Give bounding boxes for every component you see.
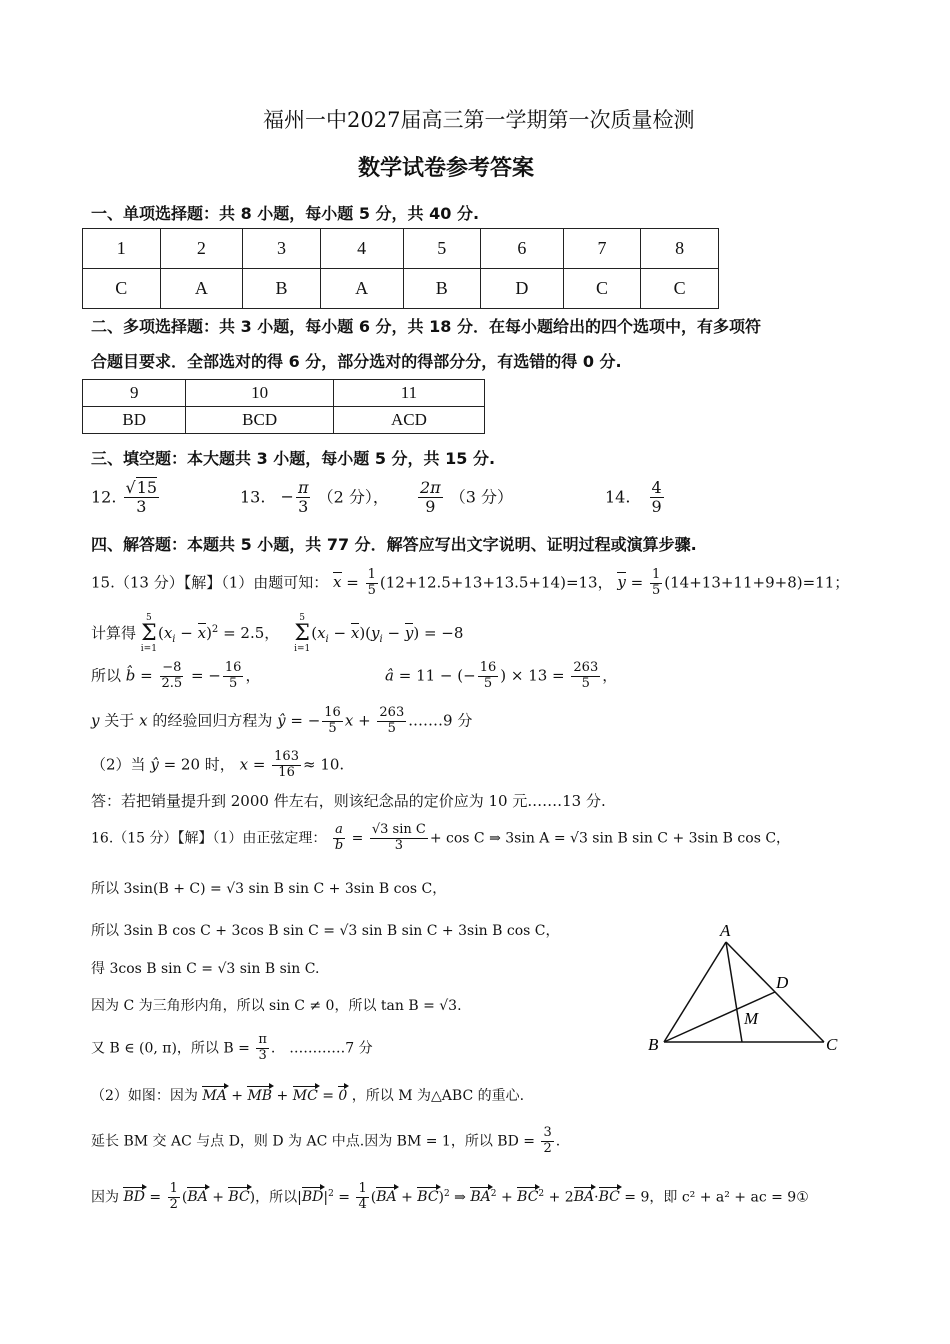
a-den: 5: [483, 675, 493, 691]
a-res-num: 263: [573, 660, 599, 675]
p15-line3b: â = 11 − (− $\frac{16}{5}$ ) × 13 = $\frac{263}{5}$ ，: [385, 660, 618, 691]
p16-l1-tail: + cos C ⇒ 3sin A = √3 sin B sin C + 3sin B cos C，: [429, 830, 791, 847]
table-cell: A: [160, 269, 243, 309]
median-bd: [664, 992, 775, 1042]
p16-line3: 所以 3sin B cos C + 3cos B sin C = √3 sin B sin C + 3sin B cos C，: [91, 923, 560, 939]
p15-sxx: = 2.5，: [223, 624, 280, 642]
p15-line3: 所以 b̂ = $\frac{-8}{2.5}$ = − $\frac{16}{5}$ ，: [91, 660, 261, 691]
table-cell: 4: [320, 229, 403, 269]
q13-number: 13.: [240, 487, 266, 507]
a-res-den: 5: [581, 675, 590, 691]
q13b-score: （3 分）: [449, 487, 514, 507]
q12-num: 15: [136, 478, 158, 497]
p15-ybar: (14+13+11+9+8)=11；: [664, 573, 850, 592]
label-m: M: [744, 1009, 759, 1028]
p15-line1: 15.（13 分）【解】（1）由题可知： x = $\frac{1}{5}$ (12+12.5+13+13.5+14)=13， y = $\frac{1}{5}$ (14+13+11+9+8)=11；: [91, 567, 850, 598]
answer-table-single: [82, 228, 719, 309]
edge-ab: [664, 942, 726, 1042]
p16-l7-pre: （2）如图：因为: [91, 1088, 198, 1104]
q13b-num: 2π: [419, 478, 441, 497]
answer-table-multi: [82, 379, 485, 434]
b-num2: 16: [224, 660, 242, 675]
p16-l6-tail: . …………7 分: [270, 1040, 373, 1057]
q14-number: 14.: [605, 487, 631, 507]
p2-den: 16: [278, 764, 295, 780]
b-den: 2.5: [161, 675, 183, 691]
p16-head: 16.（15 分）【解】（1）由正弦定理：: [91, 830, 327, 847]
table-cell: B: [243, 269, 321, 309]
p15-xbar: (12+12.5+13+13.5+14)=13: [379, 573, 598, 592]
table-cell: 6: [481, 229, 564, 269]
p16-l9-pre: 因为: [91, 1189, 119, 1206]
table-cell: A: [320, 269, 403, 309]
table-cell: 5: [403, 229, 481, 269]
table-cell: BD: [83, 407, 186, 434]
p15-answer: 答：若把销量提升到 2000 件左右，则该纪念品的定价应为 10 元.……13 分.: [91, 792, 606, 810]
p2-tail: ≈ 10.: [302, 755, 345, 774]
q13b-den: 9: [425, 497, 436, 517]
eq-pre: 关于: [104, 711, 135, 730]
p16-line1: 16.（15 分）【解】（1）由正弦定理： $\frac{a}{b}$ = $\frac{\text{√3 sin C}}{3}$ + cos C ⇒ 3sin A = √3 sin B sin C + 3sin B cos C，: [91, 822, 791, 853]
p16-line8: 延长 BM 交 AC 与点 D，则 D 为 AC 中点.因为 BM = 1，所以 BD = $\frac{3}{2}$ .: [91, 1125, 561, 1156]
table-cell: D: [481, 269, 564, 309]
p16-l6-pre: 又 B ∈ (0, π)，所以 B =: [91, 1040, 250, 1057]
table-cell: C: [83, 269, 161, 309]
table-cell: 11: [333, 380, 484, 407]
p15-head: 15.（13 分）【解】（1）由题可知：: [91, 573, 329, 592]
label-d: D: [776, 973, 789, 992]
p15-calc: 计算得: [91, 624, 137, 642]
section-single-choice: 一、单项选择题：共 8 小题，每小题 5 分，共 40 分.: [91, 204, 480, 223]
a-pre: = 11 − (−: [398, 666, 476, 685]
table-cell: 9: [83, 380, 186, 407]
fill-q12: 12. $\frac{√15}{3}$: [91, 478, 158, 517]
p16-line2: 所以 3sin(B + C) = √3 sin B sin C + 3sin B cos C，: [91, 881, 447, 897]
p15-line5: （2）当 ŷ = 20 时， x = $\frac{163}{16}$ ≈ 10.: [91, 749, 345, 780]
p16-line5: 因为 C 为三角形内角，所以 sin C ≠ 0，所以 tan B = √3.: [91, 998, 462, 1014]
median-a: [726, 942, 742, 1042]
p16-line7: （2）如图：因为 MA + MB + MC = 0 ，所以 M 为△ABC 的重心.: [91, 1088, 525, 1104]
fill-q13: 13. − $\frac{\pi}{3}$ （2 分）， $\frac{2\pi}{9}$ （3 分）: [240, 478, 514, 517]
label-a: A: [720, 921, 731, 940]
table-cell: BCD: [186, 407, 333, 434]
p15-so-b: 所以: [91, 666, 122, 685]
label-b: B: [648, 1035, 659, 1054]
p16-l8-pre: 延长 BM 交 AC 与点 D，则 D 为 AC 中点.因为 BM = 1，所以 BD =: [91, 1133, 535, 1150]
p15-line2: 计算得 5 Σ i=1 $(x_i - x)^2 = 2.5$， 5 Σ i=1 $(x_i - x)(y_i - y) = -8$: [91, 613, 464, 654]
table-cell: 3: [243, 229, 321, 269]
b-num: −8: [162, 660, 182, 675]
a-mid: ) × 13 =: [500, 666, 565, 685]
table-cell: 7: [563, 229, 641, 269]
p16-line9: 因为 BD = $\frac{1}{2}$ (BA + BC)，所以$|BD|^2$ = $\frac{1}{4}$ (BA + BC)$^2$ ⇒ $BA^2 + BC^2 + 2BA\cdot BC = 9$，即 c² + a² + ac = 9①: [91, 1181, 809, 1212]
q12-number: 12.: [91, 487, 117, 507]
p15-line4: y 关于 x 的经验回归方程为 ŷ = − $\frac{16}{5}$ x + $\frac{263}{5}$ .……9 分: [91, 705, 473, 736]
p2-mid: = 20 时，: [163, 755, 235, 774]
page-subtitle: 数学试卷参考答案: [358, 155, 535, 181]
q14-num: 4: [651, 478, 662, 497]
table-cell: ACD: [333, 407, 484, 434]
p16-line4: 得 3cos B sin C = √3 sin B sin C.: [91, 961, 320, 977]
label-c: C: [826, 1035, 838, 1054]
p15-sxy: = −8: [423, 624, 464, 642]
table-cell: 2: [160, 229, 243, 269]
table-cell: 8: [641, 229, 719, 269]
a-num: 16: [479, 660, 497, 675]
section-multi-choice: 二、多项选择题：共 3 小题，每小题 6 分，共 18 分．在每小题给出的四个选项中，有多项符: [91, 317, 761, 336]
table-cell: C: [563, 269, 641, 309]
section-fill: 三、填空题：本大题共 3 小题，每小题 5 分，共 15 分.: [91, 449, 496, 468]
eq-tail: .……9 分: [408, 711, 473, 730]
table-cell: C: [641, 269, 719, 309]
table-cell: B: [403, 269, 481, 309]
triangle-figure: [640, 918, 850, 1058]
section-multi-choice-cont: 合题目要求．全部选对的得 6 分，部分选对的得部分分，有选错的得 0 分.: [91, 352, 622, 371]
q14-den: 9: [651, 497, 662, 517]
section-solutions: 四、解答题：本题共 5 小题，共 77 分．解答应写出文字说明、证明过程或演算步骤.: [91, 535, 697, 554]
p16-l9-tail: = 9，即 c² + a² + ac = 9①: [624, 1189, 809, 1206]
table-cell: 10: [186, 380, 333, 407]
p16-l7-tail: ，所以 M 为△ABC 的重心.: [351, 1088, 525, 1104]
q13-score: （2 分），: [317, 487, 389, 507]
fill-q14: [605, 479, 666, 517]
q13-num: π: [297, 478, 309, 497]
table-cell: 1: [83, 229, 161, 269]
p16-line6: 又 B ∈ (0, π)，所以 B = $\frac{\pi}{3}$ . …………7 分: [91, 1032, 373, 1063]
q13-den: 3: [298, 497, 309, 517]
eq-mid: 的经验回归方程为: [152, 711, 273, 730]
p2-num: 163: [274, 749, 299, 764]
p2-pre: （2）当: [91, 755, 146, 774]
b-den2: 5: [229, 675, 238, 691]
q12-den: 3: [136, 497, 147, 517]
page-title: 福州一中2027届高三第一学期第一次质量检测: [263, 108, 695, 132]
